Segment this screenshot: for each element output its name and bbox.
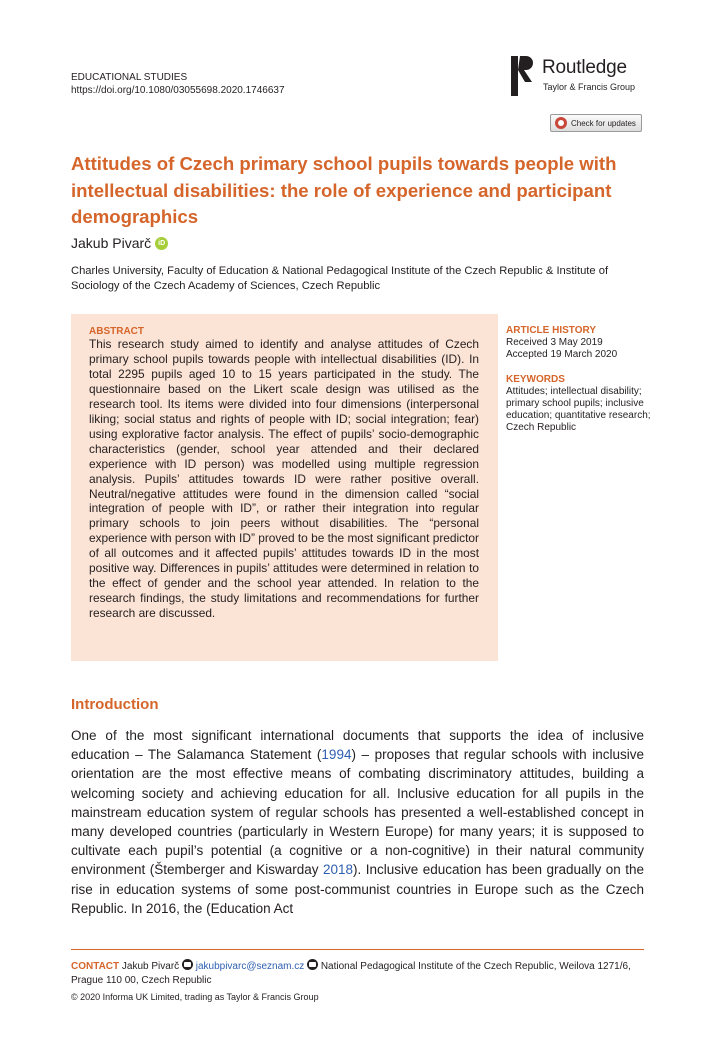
routledge-logo-icon — [508, 54, 534, 98]
check-for-updates-label: Check for updates — [571, 118, 636, 128]
abstract-box — [71, 314, 498, 661]
citation-link-1994[interactable]: 1994 — [321, 747, 352, 763]
citation-link-2018[interactable]: 2018 — [322, 862, 354, 878]
introduction-heading: Introduction — [71, 696, 159, 713]
accepted-date: Accepted 19 March 2020 — [506, 349, 618, 361]
author-name: Jakub Pivarč — [71, 235, 152, 251]
intro-text-3: ). Inclusive education has been gradually on the rise in education systems of some post-communist countries in Europe such as the Czech Republic. In 2016, the (Education Act — [71, 862, 644, 916]
contact-name: Jakub Pivarč — [121, 961, 180, 972]
publisher-sub: Taylor & Francis Group — [543, 82, 636, 92]
journal-name: EDUCATIONAL STUDIES — [71, 72, 188, 83]
author-line — [71, 235, 168, 251]
footer-divider — [71, 949, 644, 950]
abstract-text: This research study aimed to identify and analyse attitudes of Czech primary school pupils towards people with intellectual disabilities (ID). In total 2295 pupils aged 10 to 15 years participated in the study. The questionnaire based on the Likert scale design was utilised as the research tool. Its items were divided into four dimensions (interpersonal liking; social status and rights of people with ID; social integration; fear) using explorative factor analysis. The effect of pupils’ socio-demographic characteristics (gender, school year attended and their declared experience with ID person) was modelled using multiple regression analysis. Pupils’ attitudes towards ID were rather positive overall. Neutral/negative attitudes were found in the dimension called “social integration of people with ID”, or rather their integration into regular primary schools to join peers without disabilities. The “personal experience with person with ID” proved to be the most significant predictor of all outcomes and it affected pupils’ attitudes towards ID in the most positive way. Differences in pupils’ attitudes were determined in relation to the effect of gender and the school year attended. In relation to the research findings, the study limitations and recommendations for further research are discussed. — [89, 337, 479, 621]
article-title: Attitudes of Czech primary school pupils towards people with intellectual disabilities: the role of experience and participant demographics — [71, 153, 617, 227]
publisher-logo — [508, 54, 648, 99]
affiliation: Charles University, Faculty of Education & National Pedagogical Institute of the Czech Republic & Institute of Sociology of the Czech Academy of Sciences, Czech Republic — [71, 265, 609, 292]
crossmark-icon — [555, 117, 567, 129]
article-history-heading: ARTICLE HISTORY — [506, 325, 597, 336]
contact-email-link[interactable]: jakubpivarc@seznam.cz — [195, 961, 305, 972]
intro-text-2: ) – proposes that regular schools with inclusive orientation are the most effective means of combating discriminatory attitudes, building a welcoming society and achieving education for all. Inclusive education for all pupils in the mainstream education system of regular schools has presented a well-established concept in many developed countries (particularly in Western Europe) for many years; it is supposed to cultivate each pupil’s potential (a cognitive or a non-cognitive) in their natural community environment (Štemberger and Kiswarday — [71, 747, 644, 878]
publisher-name: Routledge — [542, 57, 627, 78]
intro-text-1: One of the most significant international documents that supports the idea of inclusive education – The Salamanca Statement ( — [71, 728, 644, 763]
contact-address: National Pedagogical Institute of the Czech Republic, Weilova 1271/6, Prague 110 00, Czech Republic — [71, 961, 631, 986]
journal-header — [71, 71, 285, 97]
address-icon — [307, 959, 318, 970]
introduction-paragraph — [71, 726, 644, 918]
email-icon — [182, 959, 193, 970]
received-date: Received 3 May 2019 — [506, 337, 603, 349]
orcid-icon[interactable]: iD — [155, 237, 168, 250]
doi-link[interactable]: https://doi.org/10.1080/03055698.2020.1746637 — [71, 85, 285, 96]
contact-footnote — [71, 959, 651, 987]
copyright: © 2020 Informa UK Limited, trading as Taylor & Francis Group — [71, 992, 319, 1002]
keywords-text: Attitudes; intellectual disability; primary school pupils; inclusive education; quantitative research; Czech Republic — [506, 385, 651, 434]
abstract-heading: ABSTRACT — [89, 326, 144, 337]
keywords-heading: KEYWORDS — [506, 373, 565, 385]
check-for-updates-button[interactable] — [550, 114, 642, 132]
article-sidebar — [506, 325, 651, 435]
contact-label: CONTACT — [71, 961, 120, 972]
